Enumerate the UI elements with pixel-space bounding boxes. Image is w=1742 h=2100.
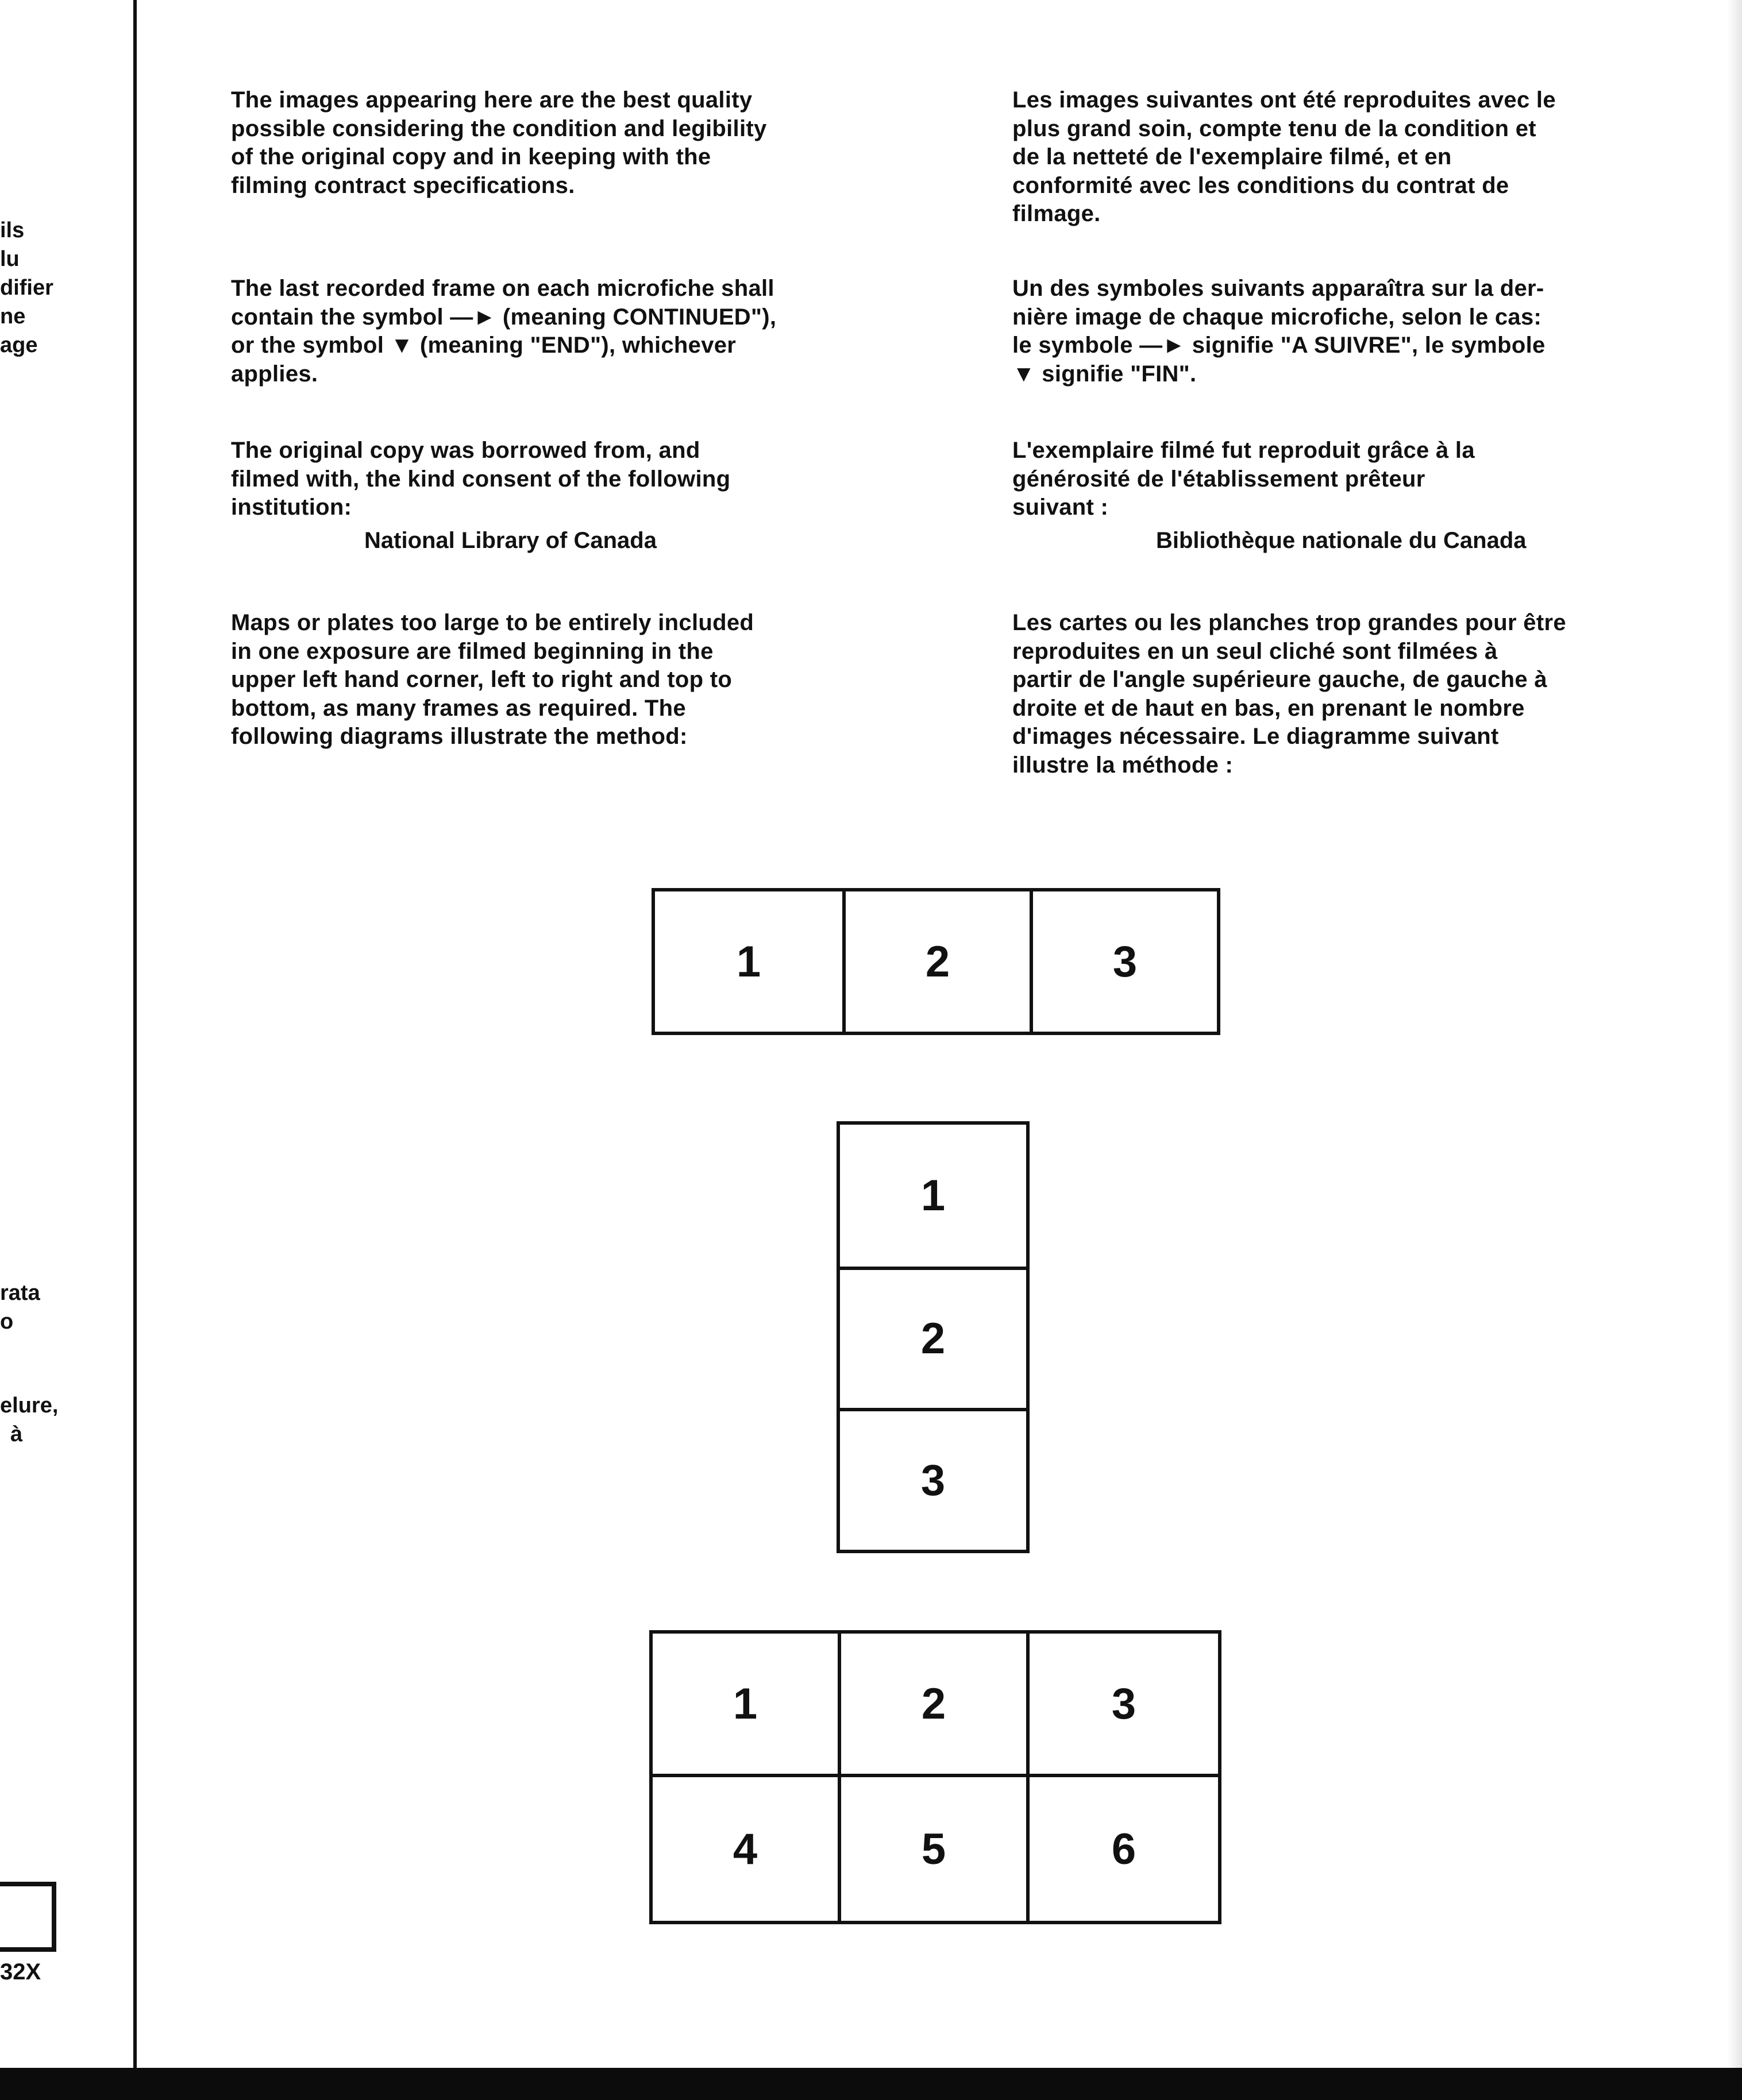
frame-number: 5 [841, 1777, 1030, 1921]
maps-notice-fr: Les cartes ou les planches trop grandes pour être reproduites en un seul cliché sont filmées à partir de l'angle supérieure gauche, de gauche à droite et de haut en bas, en prenant le nombre d'images nécessaire. Le diagramme suivant illustre la méthode : [1012, 610, 1566, 778]
frame-number: 3 [840, 1408, 1026, 1550]
fragment-box [0, 1882, 56, 1952]
fragment-line: lu [0, 247, 20, 271]
fragment-line: difier [0, 276, 53, 300]
film-edge-band [0, 2068, 1742, 2100]
previous-page-fragment [0, 0, 136, 2068]
diagram-vertical-frames [837, 1121, 1030, 1553]
fragment-line: o [0, 1310, 14, 1334]
maps-notice-en: Maps or plates too large to be entirely included in one exposure are filmed beginning in the upper left hand corner, left to right and top to bottom, as many frames as required. The following diagrams illustrate the method: [231, 610, 754, 749]
quality-notice-en: The images appearing here are the best quality possible considering the condition and legibility of the original copy and in keeping with the filming contract specifications. [231, 87, 767, 198]
frame-number: 3 [1030, 891, 1217, 1032]
frame-number: 1 [736, 937, 761, 986]
fragment-line: age [0, 333, 38, 357]
reduction-label: 32X [0, 1959, 41, 1985]
frame-number: 4 [653, 1777, 841, 1921]
fragment-line: à [10, 1422, 23, 1446]
right-page-edge [1727, 0, 1742, 2068]
source-notice-fr: L'exemplaire filmé fut reproduit grâce à la générosité de l'établissement prêteur suivant : [1012, 438, 1475, 520]
institution-name-fr: Bibliothèque nationale du Canada [1156, 528, 1527, 553]
frame-number: 2 [840, 1267, 1026, 1408]
frame-number: 2 [841, 1634, 1030, 1777]
diagram-grid-frames [649, 1630, 1221, 1924]
fragment-line: ils [0, 218, 25, 242]
symbols-notice-fr: Un des symboles suivants apparaîtra sur la der- nière image de chaque microfiche, selon le cas: le symbole —► signifie "A SUIVRE", le symbole ▼ signifie "FIN". [1012, 276, 1546, 387]
frame-number: 1 [653, 1634, 841, 1777]
institution-name-en: National Library of Canada [364, 528, 657, 553]
diagram-horizontal-frames [652, 888, 1220, 1035]
frame-number: 2 [842, 891, 1030, 1032]
fragment-line: rata [0, 1281, 40, 1305]
source-notice-en: The original copy was borrowed from, and filmed with, the kind consent of the following institution: [231, 438, 731, 520]
fragment-line: ne [0, 304, 26, 329]
symbols-notice-en: The last recorded frame on each microfiche shall contain the symbol —► (meaning CONTINUED"), or the symbol ▼ (meaning "END"), whichever applies. [231, 276, 777, 387]
fragment-line: elure, [0, 1393, 59, 1418]
page-divider [133, 0, 137, 2068]
quality-notice-fr: Les images suivantes ont été reproduites avec le plus grand soin, compte tenu de la condition et de la netteté de l'exemplaire filmé, et en conformité avec les conditions du contrat de filmage. [1012, 87, 1556, 226]
frame-number: 1 [920, 1171, 946, 1220]
frame-number: 3 [1030, 1634, 1218, 1777]
frame-number: 6 [1111, 1824, 1136, 1874]
